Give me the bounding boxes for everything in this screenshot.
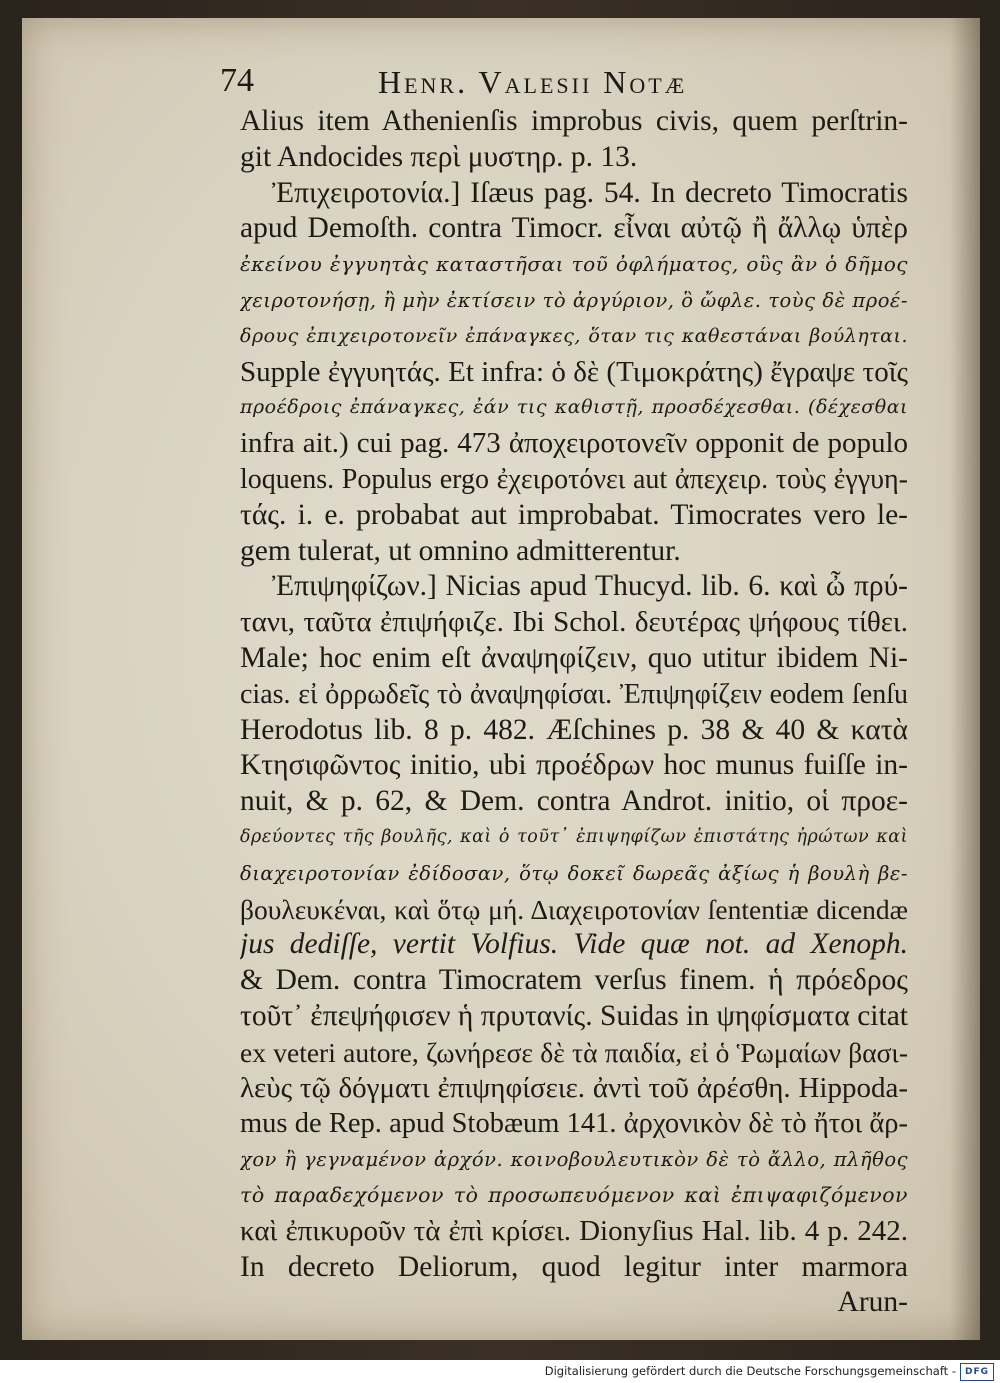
text-line: προέδροις ἐπάναγκες, ἐάν τις καθιστῇ, προσδέχεσθαι. (δέχεσθαι [240,396,908,419]
text-line: nuit, & p. 62, & Dem. contra Androt. initio, οἱ προε- [240,785,908,818]
catchword: Arun- [837,1286,908,1319]
book-page [22,18,980,1340]
text-line: καὶ ἐπικυροῦν τὰ ἐπὶ κρίσει. Dionyſius Hal. lib. 4 p. 242. [240,1214,908,1247]
text-line: Κτησιφῶντος initio, ubi προέδρων hoc munus fuiſſe in- [240,749,908,782]
text-line: τανι, ταῦτα ἐπιψήφιζε. Ibi Schol. δευτέρας ψήφους τίθει. [240,606,908,639]
text-line: Ἐπιχειροτονία.] Iſæus pag. 54. In decreto Timocratis [272,176,908,209]
text-line: & Dem. contra Timocratem verſus finem. ἡ πρόεδρος [240,964,908,997]
text-line: χον ἢ γεγναμένον ἀρχόν. κοινοβουλευτικὸν δὲ τὸ ἄλλο, πλῆθος [240,1148,908,1172]
text-line: δρους ἐπιχειροτονεῖν ἐπάναγκες, ὅταν τις καθεστάναι βούληται. [240,324,908,347]
text-line: τάς. i. e. probabat aut improbabat. Timocrates vero le- [240,498,908,531]
text-line: loquens. Populus ergo ἐχειροτόνει aut ἀπεχειρ. τοὺς ἐγγυη- [240,463,908,495]
text-line: βουλευκέναι, καὶ ὅτῳ μή. Διαχειροτονίαν ſententiæ dicendæ [240,893,908,925]
body-text [240,104,908,1321]
text-line: διαχειροτονίαν ἐδίδοσαν, ὅτῳ δοκεῖ δωρεᾶς ἀξίως ἡ βουλὴ βε- [240,861,908,885]
text-line: Ἐπιψηφίζων.] Nicias apud Thucyd. lib. 6. καὶ ὦ πρύ- [272,570,908,603]
text-line: jus dediſſe, vertit Volfius. Vide quæ not. ad Xenoph. [240,928,908,961]
running-title: Henr. Valesii Notæ [378,64,688,100]
text-line: gem tulerat, ut omnino admitterentur. [240,534,681,567]
text-line: Male; hoc enim eſt ἀναψηφίζειν, quo utitur ibidem Ni- [240,641,908,674]
text-line: Herodotus lib. 8 p. 482. Æſchines p. 38 & 40 & κατὰ [240,713,908,746]
text-line: In decreto Deliorum, quod legitur inter marmora [240,1250,908,1283]
text-line: cias. εἰ ὀρρωδεῖς τὸ ἀναψηφίσαι. Ἐπιψηφίζειν eodem ſenſu [240,678,908,710]
text-line: ἐκείνου ἐγγυητὰς καταστῆσαι τοῦ ὀφλήματος, οὓς ἂν ὁ δῆμος [240,252,908,277]
running-head [220,62,820,102]
text-line: mus de Rep. apud Stobæum 141. ἀρχονικὸν δὲ τὸ ἤτοι ἄρ- [240,1108,908,1140]
text-line: Alius item Athenienſis improbus civis, quem perſtrin- [240,105,908,137]
page-number: 74 [220,62,254,99]
digitization-footer [0,1360,1000,1383]
text-line: χειροτονήσῃ, ἢ μὴν ἐκτίσειν τὸ ἀργύριον, ὃ ὤφλε. τοὺς δὲ προέ- [240,288,908,312]
text-line: τοῦτ᾽ ἐπεψήφισεν ἡ πρυτανίς. Suidas in ψηφίσματα citat [240,999,908,1032]
text-line: git Andocides περὶ μυστηρ. p. 13. [240,140,638,173]
text-line: apud Demoſth. contra Timocr. εἶναι αὐτῷ ἢ ἄλλῳ ὑπὲρ [240,212,908,245]
funding-credit: Digitalisierung gefördert durch die Deutsche Forschungsgemeinschaft - [544,1364,956,1378]
text-line: λεὺς τῷ δόγματι ἐπιψηφίσειε. ἀντὶ τοῦ ἀρέσθη. Hippoda- [240,1071,908,1104]
text-line: τὸ παραδεχόμενον τὸ προσωπευόμενον καὶ ἐπιψαφιζόμενον [240,1182,908,1207]
text-line: ex veteri autore, ζωνήρεσε δὲ τὰ παιδία, εἰ ὁ Ῥωμαίων βασι- [240,1036,908,1068]
text-line: Supple ἐγγυητάς. Et infra: ὁ δὲ (Τιμοκράτης) ἔγραψε τοῖς [240,355,908,388]
text-line: infra ait.) cui pag. 473 ἀποχειροτονεῖν opponit de populo [240,427,908,460]
text-line: δρεύοντες τῆς βουλῆς, καὶ ὁ τοῦτ᾽ ἐπιψηφίζων ἐπιστάτης ἠρώτων καὶ [240,826,908,847]
dfg-logo-icon: DFG [960,1363,994,1381]
